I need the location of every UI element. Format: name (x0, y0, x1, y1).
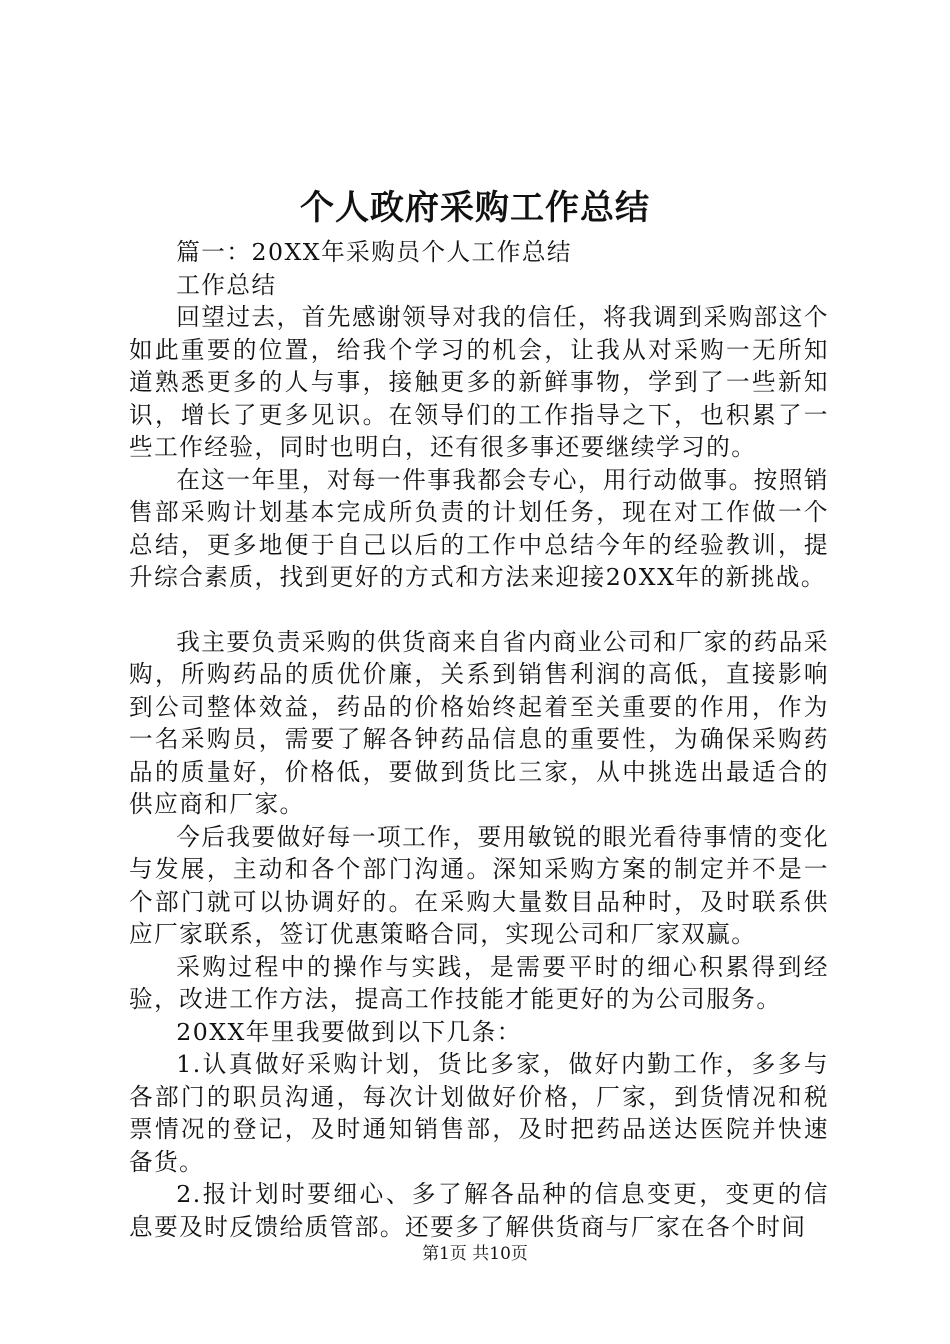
paragraph: 今后我要做好每一项工作，要用敏锐的眼光看待事情的变化与发展，主动和各个部门沟通。深知采购方案的制定并不是一个部门就可以协调好的。在采购大量数目品种时，及时联系供应厂家联系，签订优惠策略合同，实现公司和厂家双赢。 (129, 822, 829, 948)
paragraph-gap (129, 594, 829, 626)
paragraph: 20XX年里我要做到以下几条： (176, 1017, 522, 1046)
list-item: 1.认真做好采购计划，货比多家，做好内勤工作，多多与各部门的职员沟通，每次计划做好价格，厂家，到货情况和税票情况的登记，及时通知销售部，及时把药品送达医院并快速备货。 (129, 1050, 829, 1176)
paragraph: 我主要负责采购的供货商来自省内商业公司和厂家的药品采购，所购药品的质优价廉，关系到销售利润的高低，直接影响到公司整体效益，药品的价格始终起着至关重要的作用，作为一名采购员，需要了解各钟药品信息的重要性，为确保采购药品的质量好，价格低，要做到货比三家，从中挑选出最适合的供应商和厂家。 (129, 627, 829, 818)
paragraph: 采购过程中的操作与实践，是需要平时的细心积累得到经验，改进工作方法，提高工作技能才能更好的为公司服务。 (129, 952, 829, 1013)
document-title: 个人政府采购工作总结 (300, 188, 650, 228)
paragraph-section-heading: 篇一：20XX年采购员个人工作总结 (176, 238, 573, 266)
paragraph: 回望过去，首先感谢领导对我的信任，将我调到采购部这个如此重要的位置，给我个学习的机会，让我从对采购一无所知道熟悉更多的人与事，接触更多的新鲜事物，学到了一些新知识，增长了更多见识。在领导们的工作指导之下，也积累了一些工作经验，同时也明白，还有很多事还要继续学习的。 (129, 303, 829, 461)
paragraph: 在这一年里，对每一件事我都会专心，用行动做事。按照销售部采购计划基本完成所负责的计划任务，现在对工作做一个总结，更多地便于自己以后的工作中总结今年的经验教训，提升综合素质，找到更好的方式和方法来迎接20XX年的新挑战。 (129, 465, 829, 591)
document-body (129, 236, 829, 1243)
page-number-footer: 第1页 共10页 (422, 1244, 528, 1264)
paragraph-subheading: 工作总结 (176, 270, 277, 299)
list-item: 2.报计划时要细心、多了解各品种的信息变更，变更的信息要及时反馈给质管部。还要多了解供货商与厂家在各个时间 (129, 1180, 829, 1241)
